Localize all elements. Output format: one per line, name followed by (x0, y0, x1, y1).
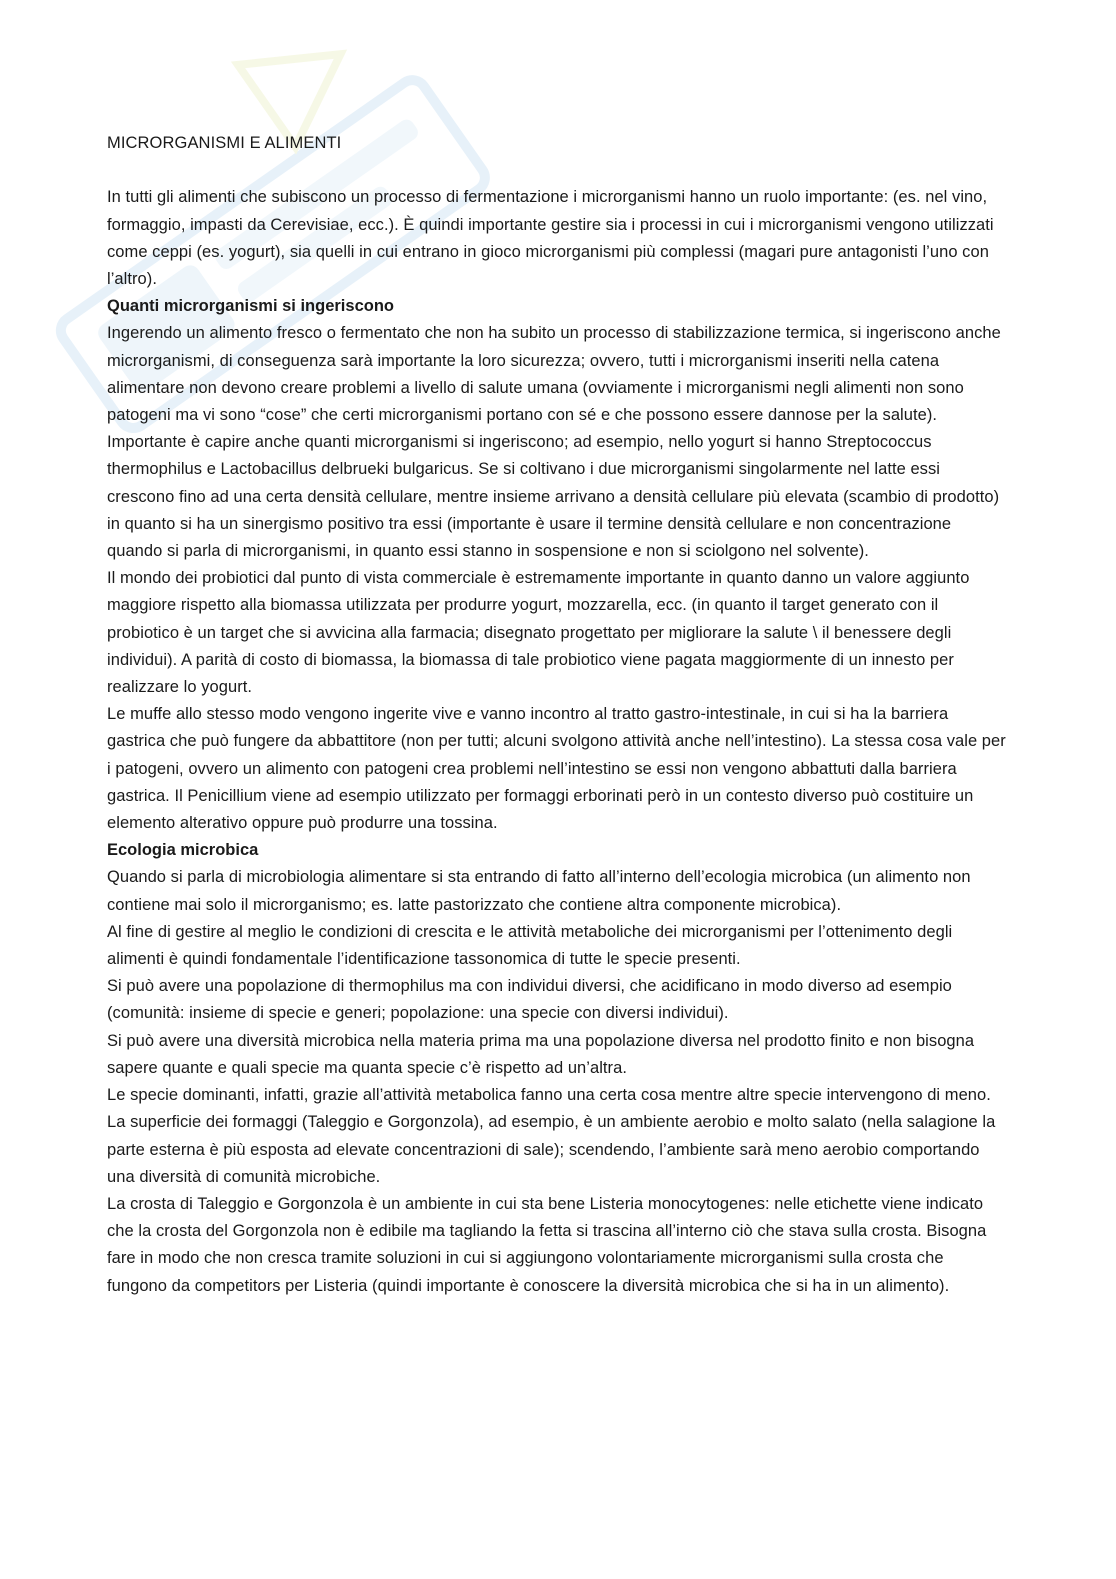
document-page (107, 130, 1007, 1300)
paragraph: Si può avere una diversità microbica nella materia prima ma una popolazione diversa nel prodotto finito e non bisogna sapere quante e quali specie ma quanta specie c’è rispetto ad un’altra. (107, 1031, 975, 1077)
paragraph: Il mondo dei probiotici dal punto di vista commerciale è estremamente importante in quanto danno un valore aggiunto maggiore rispetto alla biomassa utilizzata per produrre yogurt, mozzarella, ecc. (in quanto il target generato con il probiotico è un target che si avvicina alla farmacia; disegnato progettato per migliorare la salute \ il benessere degli individui). A parità di costo di biomassa, la biomassa di tale probiotico viene pagata maggiormente di un innesto per realizzare lo yogurt. (107, 569, 970, 697)
paragraph: Le specie dominanti, infatti, grazie all’attività metabolica fanno una certa cosa mentre altre specie intervengono di meno. (107, 1086, 991, 1105)
paragraph: La superficie dei formaggi (Taleggio e Gorgonzola), ad esempio, è un ambiente aerobio e molto salato (nella salagione la parte esterna è più esposta ad elevate concentrazioni di sale); scendendo, l’ambiente sarà meno aerobio comportando una diversità di comunità microbiche. (107, 1113, 996, 1186)
paragraph: Importante è capire anche quanti microrganismi si ingeriscono; ad esempio, nello yogurt si hanno Streptococcus thermophilus e Lactobacillus delbrueki bulgaricus. Se si coltivano i due microrganismi singolarmente nel latte essi crescono fino ad una certa densità cellulare, mentre insieme arrivano a densità cellulare più elevata (scambio di prodotto) in quanto si ha un sinergismo positivo tra essi (importante è usare il termine densità cellulare e non concentrazione quando si parla di microrganismi, in quanto essi stanno in sospensione e non si sciolgono nel solvente). (107, 433, 1000, 561)
section-heading-ecologia-microbica: Ecologia microbica (107, 841, 259, 860)
section-heading-quanti-microrganismi: Quanti microrganismi si ingeriscono (107, 297, 394, 316)
paragraph: Al fine di gestire al meglio le condizioni di crescita e le attività metaboliche dei microrganismi per l’ottenimento degli alimenti è quindi fondamentale l’identificazione tassonomica di tutte le specie presenti. (107, 922, 953, 969)
paragraph: Quando si parla di microbiologia alimentare si sta entrando di fatto all’interno dell’ecologia microbica (un alimento non contiene mai solo il microrganismo; es. latte pastorizzato che contiene altra componente microbica). (107, 868, 971, 914)
paragraph: Le muffe allo stesso modo vengono ingerite vive e vanno incontro al tratto gastro-intestinale, in cui si ha la barriera gastrica che può fungere da abbattitore (non per tutti; alcuni svolgono attività anche nell’intestino). La stessa cosa vale per i patogeni, ovvero un alimento con patogeni crea problemi nell’intestino se essi non vengono abbattuti dalla barriera gastrica. Il Penicillium viene ad esempio utilizzato per formaggi erborinati però in un contesto diverso può costituire un elemento alterativo oppure può produrre una tossina. (107, 705, 1006, 833)
spacer (107, 157, 1007, 184)
paragraph: Ingerendo un alimento fresco o fermentato che non ha subito un processo di stabilizzazione termica, si ingeriscono anche microrganismi, di conseguenza sarà importante la loro sicurezza; ovvero, tutti i microrganismi inseriti nella catena alimentare non devono creare problemi a livello di salute umana (ovviamente i microrganismi negli alimenti non sono patogeni ma vi sono “cose” che certi microrganismi portano con sé e che possono essere dannose per la salute). (107, 324, 1001, 425)
paragraph: La crosta di Taleggio e Gorgonzola è un ambiente in cui sta bene Listeria monocytogenes: nelle etichette viene indicato che la crosta del Gorgonzola non è edibile ma tagliando la fetta si trascina all’interno ciò che stava sulla crosta. Bisogna fare in modo che non cresca tramite soluzioni in cui si aggiungono volontariamente microrganismi sulla crosta che fungono da competitors per Listeria (quindi importante è conoscere la diversità microbica che si ha in un alimento). (107, 1194, 987, 1295)
paragraph: Si può avere una popolazione di thermophilus ma con individui diversi, che acidificano in modo diverso ad esempio (comunità: insieme di specie e generi; popolazione: una specie con diversi individui). (107, 977, 952, 1023)
intro-paragraph: In tutti gli alimenti che subiscono un processo di fermentazione i microrganismi hanno un ruolo importante: (es. nel vino, formaggio, impasti da Cerevisiae, ecc.). È quindi importante gestire sia i processi in cui i microrganismi vengono utilizzati come ceppi (es. yogurt), sia quelli in cui entrano in gioco microrganismi più complessi (magari pure antagonisti l’uno con l’altro). (107, 188, 994, 288)
document-title: MICRORGANISMI E ALIMENTI (107, 134, 342, 152)
